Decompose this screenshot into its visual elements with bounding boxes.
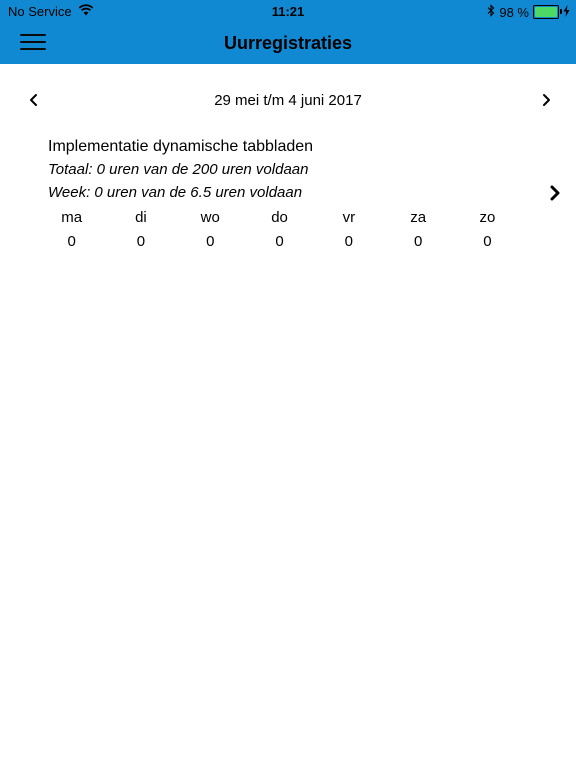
project-entry[interactable] xyxy=(48,137,548,203)
day-grid xyxy=(37,207,522,255)
day-name: di xyxy=(135,209,147,226)
status-bar xyxy=(0,0,576,24)
header-area xyxy=(0,0,576,64)
project-name: Implementatie dynamische tabbladen xyxy=(48,138,314,155)
day-hours: 0 xyxy=(275,233,284,250)
day-column-zo xyxy=(453,207,522,255)
day-name: zo xyxy=(479,209,496,226)
navigation-bar xyxy=(0,24,576,64)
day-column-za xyxy=(383,207,452,255)
day-column-do xyxy=(245,207,314,255)
day-hours: 0 xyxy=(483,233,492,250)
day-column-ma xyxy=(37,207,106,255)
day-hours: 0 xyxy=(413,233,423,250)
week-navigator xyxy=(0,88,576,116)
status-time: 11:21 xyxy=(271,4,305,19)
day-name: za xyxy=(410,209,427,226)
day-name: do xyxy=(271,209,288,226)
day-hours: 0 xyxy=(67,233,76,250)
battery-tip xyxy=(560,9,562,14)
charging-bolt-icon xyxy=(563,5,570,20)
day-column-wo xyxy=(176,207,245,255)
chevron-right-bold-icon[interactable] xyxy=(546,184,564,202)
day-name: wo xyxy=(200,209,220,226)
day-hours: 0 xyxy=(344,233,353,250)
day-hours: 0 xyxy=(206,233,215,250)
battery-percent: 98 % xyxy=(499,4,529,20)
project-week-hours: Week: 0 uren van de 6.5 uren voldaan xyxy=(48,184,303,201)
carrier-label: No Service xyxy=(8,4,72,19)
battery-icon xyxy=(533,5,559,19)
day-name: vr xyxy=(342,209,356,226)
week-range-label: 29 mei t/m 4 juni 2017 xyxy=(214,92,362,109)
battery-fill xyxy=(535,7,557,17)
day-hours: 0 xyxy=(136,233,146,250)
day-name: ma xyxy=(61,209,83,226)
chevron-right-icon[interactable] xyxy=(536,90,556,110)
day-column-di xyxy=(106,207,175,255)
day-column-vr xyxy=(314,207,383,255)
status-right xyxy=(487,4,570,20)
project-total-hours: Totaal: 0 uren van de 200 uren voldaan xyxy=(48,161,309,178)
page-title: Uurregistraties xyxy=(223,33,353,53)
bluetooth-icon xyxy=(487,4,495,20)
